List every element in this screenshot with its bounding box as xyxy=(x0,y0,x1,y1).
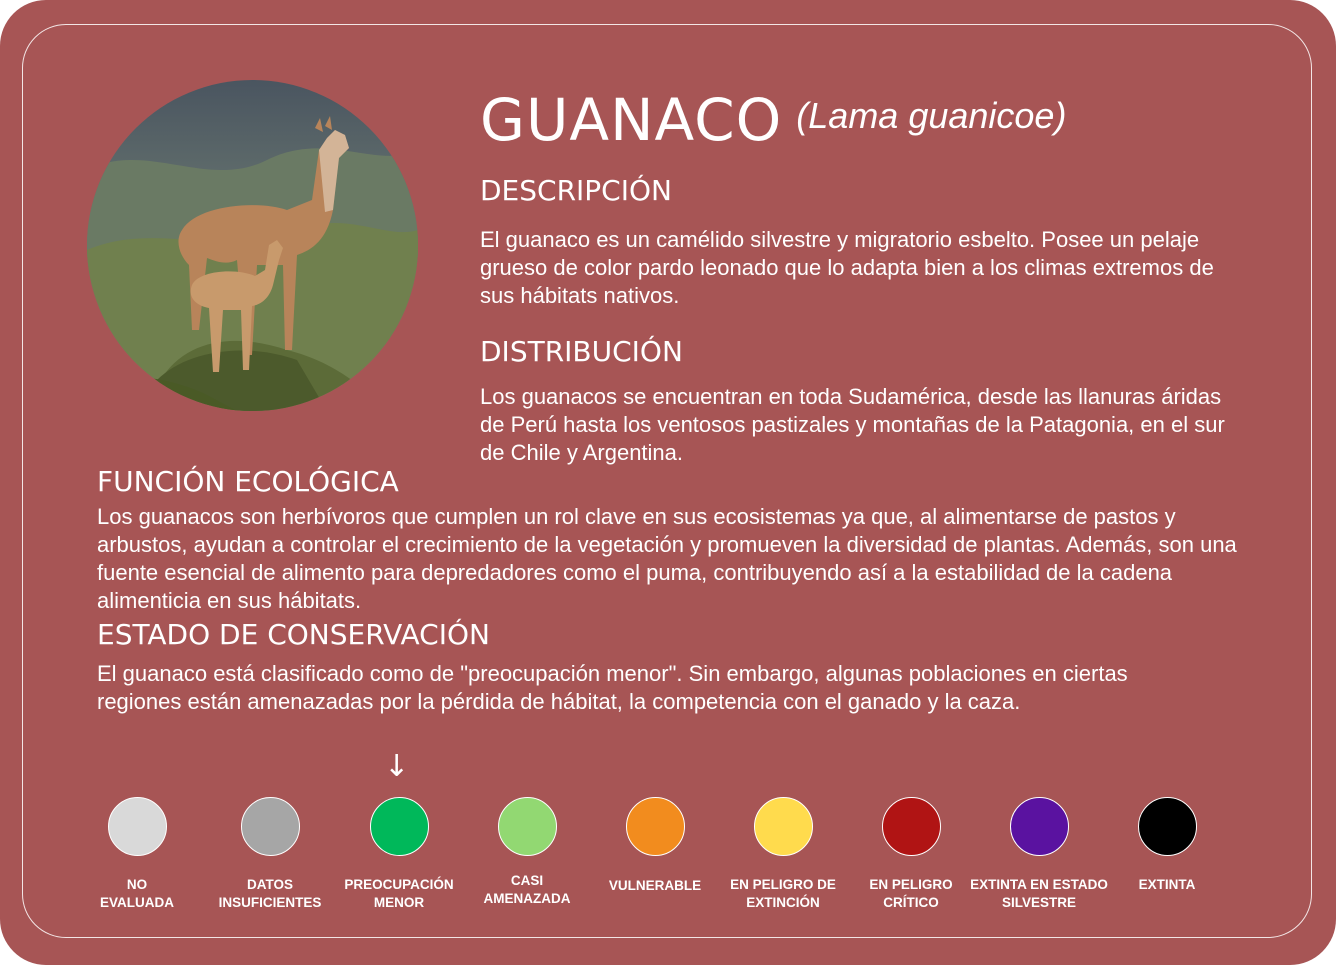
status-label: EN PELIGRO CRÍTICO xyxy=(869,877,953,910)
description-text: El guanaco es un camélido silvestre y migratorio esbelto. Posee un pelaje grueso de color pardo leonado que lo adapta bien a los climas extremos de sus hábitats nativos. xyxy=(480,227,1214,308)
title-row xyxy=(480,86,1066,154)
species-scientific-name: (Lama guanicoe) xyxy=(796,95,1067,136)
conservation-text: El guanaco está clasificado como de "preocupación menor". Sin embargo, algunas poblaciones en ciertas regiones están amenazadas por la pérdida de hábitat, la competencia con el ganado y la caza. xyxy=(97,661,1128,714)
conservation-heading: ESTADO DE CONSERVACIÓN xyxy=(97,618,490,651)
status-label: NO EVALUADA xyxy=(100,877,174,910)
ecology-heading: FUNCIÓN ECOLÓGICA xyxy=(97,465,399,498)
guanaco-illustration xyxy=(87,80,418,411)
status-dot xyxy=(1138,797,1197,856)
down-arrow-icon: ↓ xyxy=(384,749,410,784)
status-label: DATOS INSUFICIENTES xyxy=(218,877,322,910)
status-label: EN PELIGRO DE EXTINCIÓN xyxy=(730,877,836,910)
description-heading: DESCRIPCIÓN xyxy=(480,174,672,207)
status-dot xyxy=(108,797,167,856)
status-label: CASI AMENAZADA xyxy=(483,873,571,906)
status-dot xyxy=(370,797,429,856)
status-dot xyxy=(498,797,557,856)
status-dot xyxy=(754,797,813,856)
status-label: EXTINTA EN ESTADO SILVESTRE xyxy=(970,877,1108,910)
status-label: PREOCUPACIÓN MENOR xyxy=(344,877,454,910)
status-dot xyxy=(626,797,685,856)
status-dot xyxy=(882,797,941,856)
distribution-heading: DISTRIBUCIÓN xyxy=(480,335,683,368)
status-label: VULNERABLE xyxy=(608,878,702,893)
guanaco-photo xyxy=(87,80,418,411)
status-label: EXTINTA xyxy=(1138,877,1196,892)
status-dot xyxy=(1010,797,1069,856)
status-dot xyxy=(241,797,300,856)
ecology-text: Los guanacos son herbívoros que cumplen un rol clave en sus ecosistemas ya que, al alimentarse de pastos y arbustos, ayudan a controlar el crecimiento de la vegetación y promueven la diversidad de plantas. Además, son una fuente esencial de alimento para depredadores como el puma, contribuyendo así a la estabilidad de la cadena alimenticia en sus hábitats. xyxy=(97,504,1237,613)
distribution-text: Los guanacos se encuentran en toda Sudamérica, desde las llanuras áridas de Perú hasta los ventosos pastizales y montañas de la Patagonia, en el sur de Chile y Argentina. xyxy=(480,384,1225,465)
species-common-name: GUANACO xyxy=(480,86,783,154)
